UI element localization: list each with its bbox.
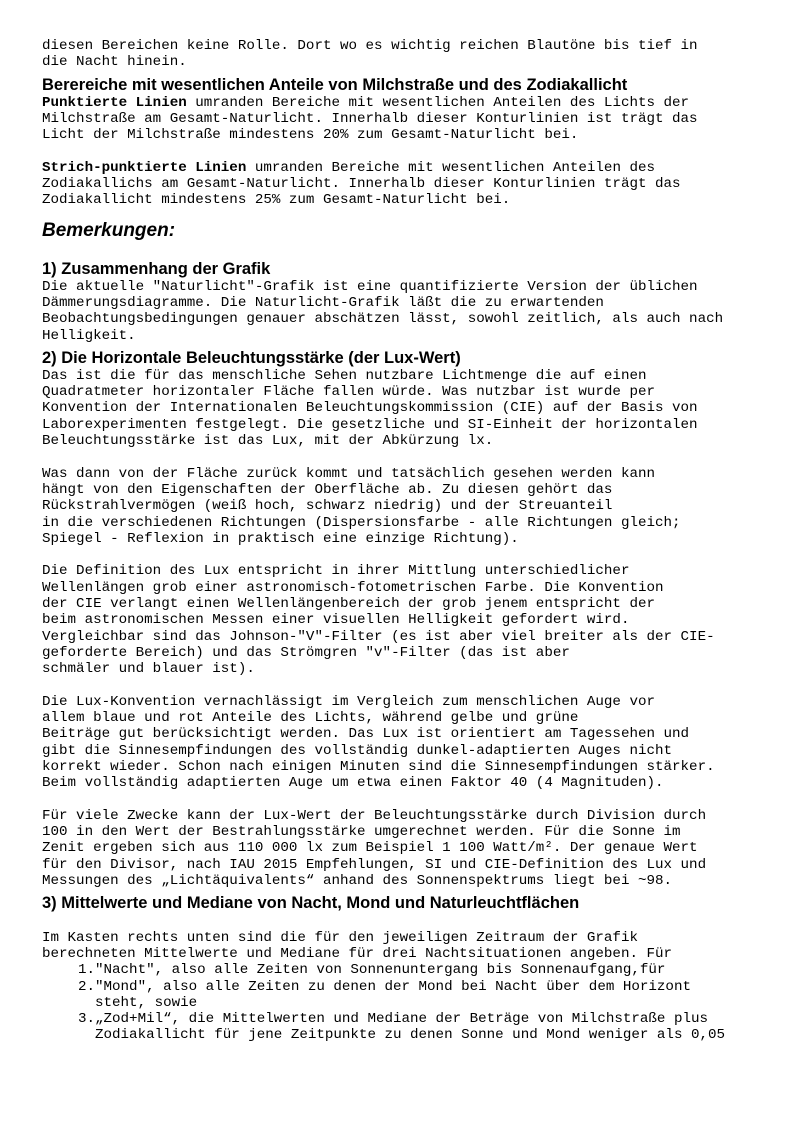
text-line: Helligkeit.	[42, 327, 136, 344]
text-line: beim astronomischen Messen einer visuellen Helligkeit gefordert wird.	[42, 612, 630, 629]
text-line: die Nacht hinein.	[42, 54, 187, 71]
milky-way-paragraph	[42, 95, 762, 209]
text-line: Konvention der Internationalen Beleuchtungskommission (CIE) auf der Basis von	[42, 400, 698, 417]
bold-term: Punktierte Linien	[42, 94, 187, 111]
bold-term: Strich-punktierte Linien	[42, 159, 247, 176]
text-line: Messungen des „Lichtäquivalents“ anhand des Sonnenspektrums liegt bei ~98.	[42, 873, 673, 890]
list-number: 2.	[77, 978, 95, 995]
text-span: umranden Bereiche mit wesentlichen Anteilen des	[246, 159, 656, 176]
text-line: Zenit ergeben sich aus 110 000 lx zum Beispiel 1 100 Watt/m². Der genaue Wert	[42, 840, 698, 857]
text-line: gibt die Sinnesempfindungen des vollständig dunkel-adaptierten Auges nicht	[42, 742, 673, 759]
section-heading-1: 1) Zusammenhang der Grafik	[42, 259, 271, 278]
text-line: Beiträge gut berücksichtigt werden. Das Lux ist orientiert am Tagessehen und	[42, 726, 690, 743]
remarks-heading: Bemerkungen:	[42, 219, 176, 241]
list-text: „Zod+Mil“, die Mittelwerten und Mediane der Beträge von Milchstraße plus	[95, 1011, 708, 1028]
text-line: Vergleichbar sind das Johnson-"V"-Filter (es ist aber viel breiter als der CIE-	[42, 628, 715, 645]
text-line: schmäler und blauer ist).	[42, 661, 255, 678]
text-line: Beobachtungsbedingungen genauer abschätzen lässt, sowohl zeitlich, als auch nach	[42, 311, 724, 328]
section-3-body	[42, 913, 762, 1043]
text-line: für den Divisor, nach IAU 2015 Empfehlungen, SI und CIE-Definition des Lux und	[42, 856, 707, 873]
list-text: "Nacht", also alle Zeiten von Sonnenuntergang bis Sonnenaufgang,für	[95, 962, 666, 979]
text-line: 100 in den Wert der Bestrahlungsstärke umgerechnet werden. Für die Sonne im	[42, 824, 681, 841]
text-line: diesen Bereichen keine Rolle. Dort wo es wichtig reichen Blautöne bis tief in	[42, 38, 698, 54]
list-item	[42, 962, 762, 978]
text-line: in die verschiedenen Richtungen (Dispersionsfarbe - alle Richtungen gleich;	[42, 514, 681, 531]
text-line: allem blaue und rot Anteile des Lichts, während gelbe und grüne	[42, 710, 579, 727]
list-text: steht, sowie	[95, 994, 198, 1011]
intro-paragraph	[42, 38, 762, 71]
text-line: geforderte Bereich) und das Strömgren "v"-Filter (das ist aber	[42, 644, 570, 661]
text-line: der CIE verlangt einen Wellenlängenbereich der grob jenem entspricht der	[42, 596, 655, 613]
list-item	[42, 979, 762, 1012]
section-1-paragraph	[42, 279, 762, 344]
text-line: Quadratmeter horizontaler Fläche fallen würde. Was nutzbar ist wurde per	[42, 384, 655, 401]
text-line: Laborexperimenten festgelegt. Die gesetzliche und SI-Einheit der horizontalen	[42, 416, 698, 433]
text-line: Beleuchtungsstärke ist das Lux, mit der Abkürzung lx.	[42, 433, 494, 450]
text-line: Das ist die für das menschliche Sehen nutzbare Lichtmenge die auf einen	[42, 367, 647, 384]
text-line: Zodiakallichs am Gesamt-Naturlicht. Innerhalb dieser Konturlinien trägt das	[42, 176, 681, 193]
text-line: Die Definition des Lux entspricht in ihrer Mittlung unterschiedlicher	[42, 563, 630, 580]
text-line: hängt von den Eigenschaften der Oberfläche ab. Zu diesen gehört das	[42, 481, 613, 498]
text-line: Dämmerungsdiagramme. Die Naturlicht-Grafik läßt die zu erwartenden	[42, 294, 604, 311]
text-line: Wellenlängen grob einer astronomisch-fotometrischen Farbe. Die Konvention	[42, 579, 664, 596]
text-line: Was dann von der Fläche zurück kommt und tatsächlich gesehen werden kann	[42, 465, 655, 482]
text-line: Im Kasten rechts unten sind die für den jeweiligen Zeitraum der Grafik	[42, 929, 638, 946]
section-heading-3: 3) Mittelwerte und Mediane von Nacht, Mond und Naturleuchtflächen	[42, 894, 580, 913]
section-heading-2: 2) Die Horizontale Beleuchtungsstärke (der Lux-Wert)	[42, 348, 461, 367]
list-number: 1.	[77, 962, 95, 979]
numbered-list	[42, 962, 762, 1043]
text-line: Spiegel - Reflexion in praktisch eine einzige Richtung).	[42, 530, 519, 547]
text-line: Licht der Milchstraße mindestens 20% zum Gesamt-Naturlicht bei.	[42, 127, 579, 144]
text-span: umranden Bereiche mit wesentlichen Anteilen des Lichts der	[186, 94, 690, 111]
section-heading-milky-way: Berereiche mit wesentlichen Anteile von Milchstraße und des Zodiakallicht	[42, 75, 628, 94]
list-number: 3.	[77, 1011, 95, 1028]
list-text: "Mond", also alle Zeiten zu denen der Mond bei Nacht über dem Horizont	[95, 978, 691, 995]
text-line: korrekt wieder. Schon nach einigen Minuten sind die Sinnesempfindungen stärker.	[42, 758, 715, 775]
text-line: Zodiakallicht mindestens 25% zum Gesamt-Naturlicht bei.	[42, 192, 511, 209]
text-line: Beim vollständig adaptierten Auge um etwa einen Faktor 40 (4 Magnituden).	[42, 775, 664, 792]
text-line: Milchstraße am Gesamt-Naturlicht. Innerhalb dieser Konturlinien ist trägt das	[42, 110, 698, 127]
text-line: Für viele Zwecke kann der Lux-Wert der Beleuchtungsstärke durch Division durch	[42, 807, 707, 824]
text-line: Rückstrahlvermögen (weiß hoch, schwarz niedrig) und der Streuanteil	[42, 498, 613, 515]
text-line: Die aktuelle "Naturlicht"-Grafik ist eine quantifizierte Version der üblichen	[42, 278, 698, 295]
text-line: berechneten Mittelwerte und Mediane für drei Nachtsituationen angeben. Für	[42, 945, 673, 962]
text-line: Die Lux-Konvention vernachlässigt im Vergleich zum menschlichen Auge vor	[42, 693, 655, 710]
list-text: Zodiakallicht für jene Zeitpunkte zu denen Sonne und Mond weniger als 0,05	[95, 1027, 726, 1044]
list-item	[42, 1011, 762, 1044]
document-page	[42, 38, 762, 1044]
section-2-body	[42, 368, 762, 890]
